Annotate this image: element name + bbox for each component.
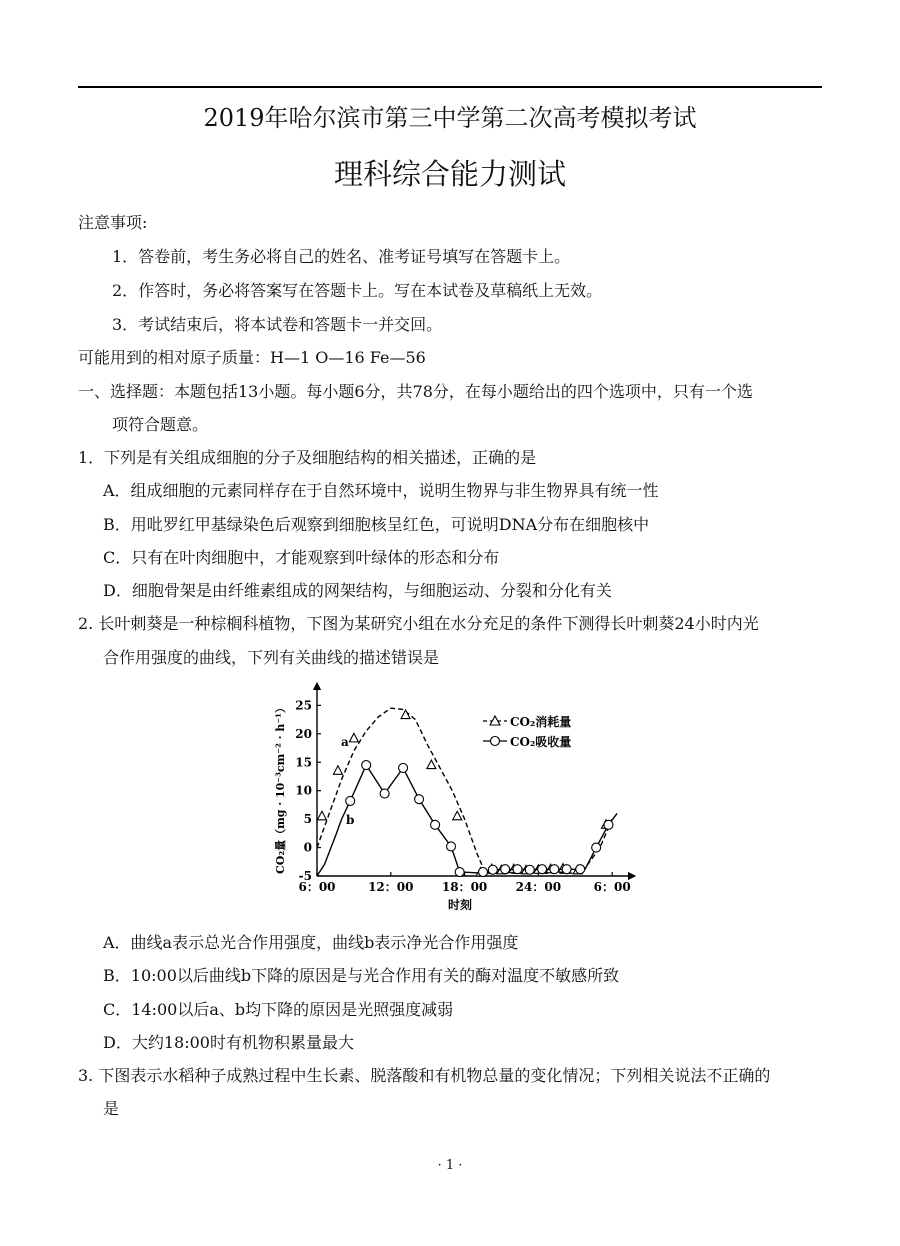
circle-point	[447, 842, 456, 851]
circle-point	[362, 761, 371, 770]
y-tick-label: 0	[303, 840, 312, 855]
circle-point	[346, 796, 355, 805]
circle-point	[604, 820, 613, 829]
triangle-point	[349, 733, 358, 742]
circle-point	[399, 763, 408, 772]
question-1-option-d: D．细胞骨架是由纤维素组成的网架结构，与细胞运动、分裂和分化有关	[103, 581, 612, 600]
x-tick-label: 6：00	[298, 880, 336, 894]
question-1-option-b: B．用吡罗红甲基绿染色后观察到细胞核呈红色，可说明DNA分布在细胞核中	[103, 515, 650, 534]
circle-point	[455, 868, 464, 877]
header-rule	[78, 86, 822, 88]
question-2-stem-cont: 合作用强度的曲线，下列有关曲线的描述错误是	[103, 648, 440, 667]
circle-point	[538, 865, 547, 874]
series-layer	[317, 708, 617, 876]
circle-point	[525, 865, 534, 874]
section-intro-cont: 项符合题意。	[112, 415, 209, 434]
question-2-option-d: D．大约18:00时有机物积累量最大	[103, 1033, 354, 1052]
notes-heading: 注意事项:	[78, 213, 148, 232]
legend-label-consumption: CO₂消耗量	[510, 715, 572, 729]
question-2-stem: 2. 长叶刺葵是一种棕榈科植物，下图为某研究小组在水分充足的条件下测得长叶刺葵24小时内光	[78, 614, 759, 633]
legend-label-absorption: CO₂吸收量	[510, 735, 572, 749]
triangle-point	[427, 760, 436, 769]
triangle-point	[333, 766, 342, 775]
circle-point	[380, 789, 389, 798]
note-item: 1．答卷前，考生务必将自己的姓名、准考证号填写在答题卡上。	[112, 247, 571, 266]
chart-legend	[483, 714, 571, 749]
x-tick-label: 24：00	[515, 880, 562, 894]
question-2-option-a: A．曲线a表示总光合作用强度，曲线b表示净光合作用强度	[103, 933, 519, 952]
circle-point	[592, 843, 601, 852]
question-1-option-c: C．只有在叶肉细胞中，才能观察到叶绿体的形态和分布	[103, 548, 500, 567]
y-tick-label: -5	[298, 869, 312, 883]
circle-point	[513, 865, 522, 874]
section-intro: 一、选择题：本题包括13小题。每小题6分，共78分，在每小题给出的四个选项中，只有一个选	[78, 382, 753, 401]
subject-title: 理科综合能力测试	[333, 157, 566, 191]
page-number: · 1 ·	[437, 1158, 463, 1173]
circle-point	[488, 865, 497, 874]
note-item: 2．作答时，务必将答案写在答题卡上。写在本试卷及草稿纸上无效。	[112, 281, 603, 300]
note-item: 3．考试结束后，将本试卷和答题卡一并交回。	[112, 315, 443, 334]
y-tick-label: 15	[295, 755, 312, 770]
y-tick-label: 20	[295, 726, 312, 741]
legend-circle-marker	[491, 737, 500, 746]
x-axis-label: 时刻	[447, 898, 473, 912]
x-tick-label: 12：00	[368, 880, 414, 894]
y-tick-label: 25	[295, 698, 312, 713]
circle-point	[501, 865, 510, 874]
question-2-option-c: C．14:00以后a、b均下降的原因是光照强度减弱	[103, 1000, 454, 1019]
exam-title: 2019年哈尔滨市第三中学第二次高考模拟考试	[203, 104, 697, 132]
question-1-stem: 1．下列是有关组成细胞的分子及细胞结构的相关描述，正确的是	[78, 448, 537, 467]
circle-point	[550, 865, 559, 874]
circle-point	[576, 865, 585, 874]
y-tick-label: 5	[303, 812, 312, 827]
question-3-stem: 3. 下图表示水稻种子成熟过程中生长素、脱落酸和有机物总量的变化情况；下列相关说法不正确的	[78, 1066, 771, 1085]
circle-point	[479, 868, 488, 877]
circle-point	[431, 820, 440, 829]
y-tick-label: 10	[295, 783, 312, 798]
question-2-option-b: B．10:00以后曲线b下降的原因是与光合作用有关的酶对温度不敏感所致	[103, 966, 620, 985]
triangle-point	[317, 811, 326, 820]
question-3-stem-cont: 是	[103, 1099, 120, 1118]
circle-point	[562, 865, 571, 874]
x-tick-label: 6：00	[593, 880, 631, 894]
x-tick-label: 18：00	[441, 880, 488, 894]
atomic-mass-line: 可能用到的相对原子质量：H—1 O—16 Fe—56	[78, 348, 426, 367]
photosynthesis-chart	[270, 680, 650, 915]
triangle-point	[453, 811, 462, 820]
y-axis-label: CO₂量（mg · 10⁻³cm⁻² · h⁻¹）	[274, 702, 287, 874]
curve-a-label: a	[341, 735, 349, 749]
circle-point	[415, 795, 424, 804]
series-line-co2-consumption	[317, 708, 612, 873]
curve-b-label: b	[346, 813, 355, 827]
x-ticks	[298, 872, 630, 894]
question-1-option-a: A．组成细胞的元素同样存在于自然环境中，说明生物界与非生物界具有统一性	[103, 481, 659, 500]
series-line-co2-absorption	[317, 765, 617, 876]
